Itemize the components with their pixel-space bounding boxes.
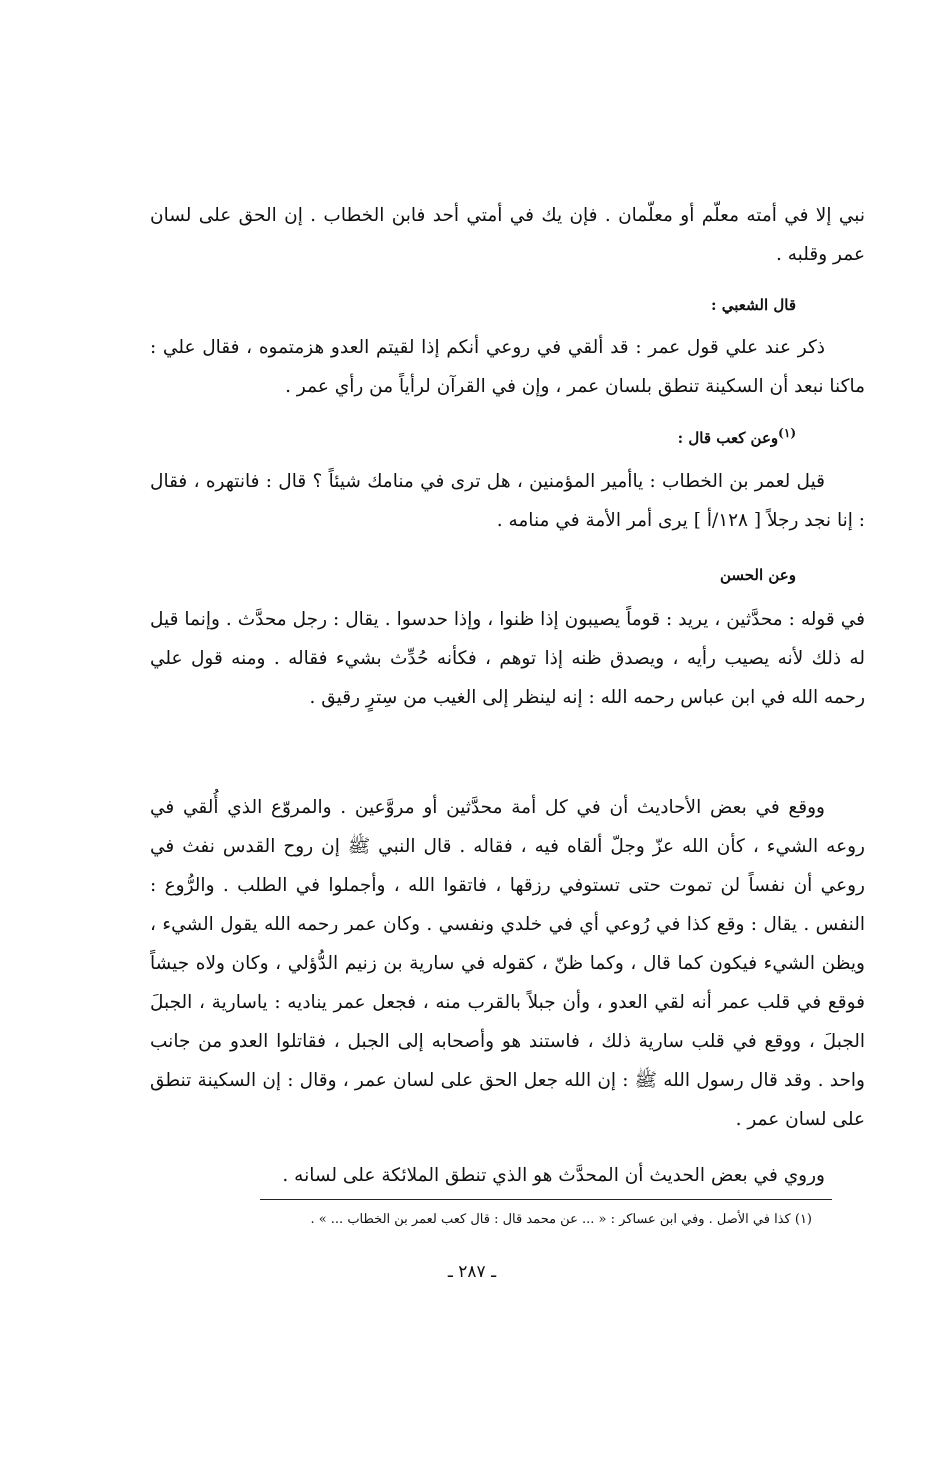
paragraph-text: وروي في بعض الحديث أن المحدَّث هو الذي تنطق الملائكة على لسانه . (282, 1165, 825, 1186)
paragraph-closing (150, 1156, 865, 1195)
paragraph-hasan (150, 600, 865, 717)
paragraph-text: في قوله : محدَّثين ، يريد : قوماً يصيبون إذا ظنوا ، وإذا حدسوا . يقال : رجل محدَّث . وإنما قيل له ذلك لأنه يصيب رأيه ، ويصدق ظنه إذا توهم ، فكأنه حُدِّث بشيء فقاله . ومنه قول علي رحمه الله في ابن عباس رحمه الله : إنه لينظر إلى الغيب من سِترٍ رقيق . (150, 609, 865, 708)
section-heading-text: وعن كعب قال : (677, 429, 779, 447)
section-heading-kaab (678, 426, 796, 447)
section-heading-shabi: قال الشعبي : (710, 296, 796, 314)
section-heading-hasan: وعن الحسن (719, 566, 796, 584)
paragraph-text: ووقع في بعض الأحاديث أن في كل أمة محدَّثين أو مروَّعين . والمروّع الذي أُلقي في روعه الشيء ، كأن الله عزّ وجلّ ألقاه فيه ، فقاله . قال النبي ﷺ إن روح القدس نفث في روعي أن نفساً لن تموت حتى تستوفي رزقها ، فاتقوا الله ، وأجملوا في الطلب . والرُّوع : النفس . يقال : وقع كذا في رُوعي أي في خلدي ونفسي . وكان عمر رحمه الله يقول الشيء ، ويظن الشيء فيكون كما قال ، وكما ظنّ ، كقوله في سارية بن زنيم الدُّؤلي ، وكان ولاه جيشاً فوقع في قلب عمر أنه لقي العدو ، وأن جبلاً بالقرب منه ، فجعل عمر يناديه : ياسارية ، الجبلَ الجبلَ ، ووقع في قلب سارية ذلك ، فاستند هو وأصحابه إلى الجبل ، فقاتلوا العدو من جانب واحد . وقد قال رسول الله ﷺ : إن الله جعل الحق على لسان عمر ، وقال : إن السكينة تنطق على لسان عمر . (150, 797, 865, 1130)
paragraph-continuation (150, 196, 865, 274)
page-number: ـ ٢٨٧ ـ (447, 1262, 497, 1282)
paragraph-text: نبي إلا في أمته معلّم أو معلّمان . فإن يك في أمتي أحد فابن الخطاب . إن الحق على لسان عمر وقلبه . (150, 205, 865, 265)
paragraph-text: ذكر عند علي قول عمر : قد ألقي في روعي أنكم إذا لقيتم العدو هزمتموه ، فقال علي : ماكنا نبعد أن السكينة تنطق بلسان عمر ، وإن في القرآن لرأياً من رأي عمر . (150, 337, 865, 397)
footnote-marker: (١) (778, 426, 796, 440)
paragraph-kaab (150, 462, 865, 540)
footnote: (١) كذا في الأصل . وفي ابن عساكر : « ... عن محمد قال : قال كعب لعمر بن الخطاب ... » . (310, 1212, 812, 1227)
paragraph-text: قيل لعمر بن الخطاب : ياأمير المؤمنين ، هل ترى في منامك شيئاً ؟ قال : فانتهره ، فقال : إنا نجد رجلاً [ ١٢٨/أ ] يرى أمر الأمة في منامه . (150, 471, 865, 531)
paragraph-muhaddath (150, 788, 865, 1139)
footnote-divider (260, 1199, 832, 1200)
paragraph-shabi (150, 328, 865, 406)
